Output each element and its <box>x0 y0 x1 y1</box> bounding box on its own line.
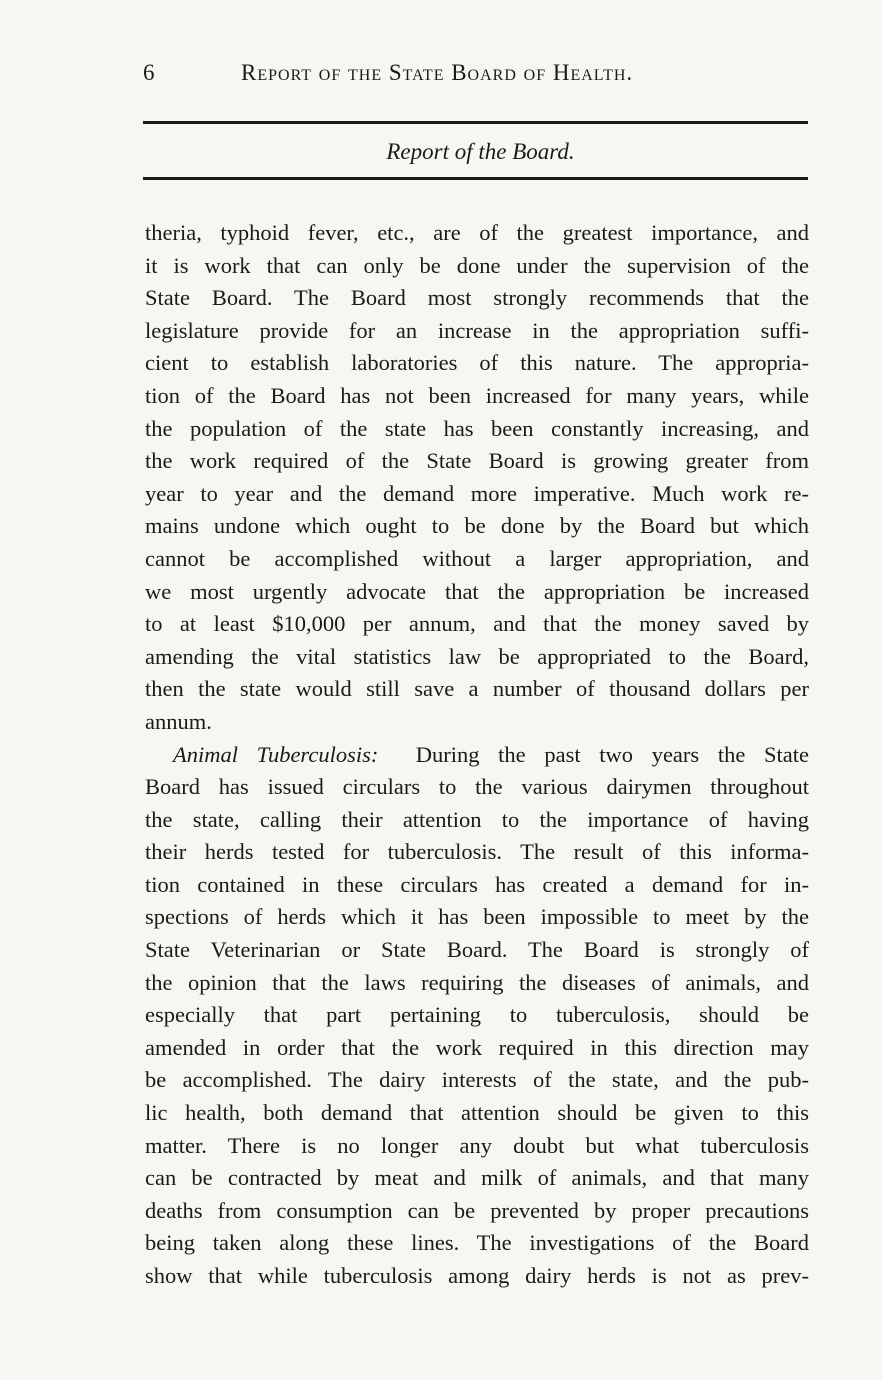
text-line: tion of the Board has not been increased for many years, while <box>145 382 809 408</box>
text-line-first <box>145 739 809 772</box>
text-line: especially that part pertaining to tuberculosis, should be <box>145 1002 809 1028</box>
paragraph-1 <box>145 217 809 739</box>
text-line: amending the vital statistics law be appropriated to the Board, <box>145 643 809 669</box>
text-line: being taken along these lines. The investigations of the Board <box>145 1230 809 1256</box>
text-line: annum. <box>145 708 212 734</box>
text-line: the population of the state has been constantly increasing, and <box>145 415 809 441</box>
text-line: we most urgently advocate that the appropriation be increased <box>145 578 809 604</box>
text-line: mains undone which ought to be done by the Board but which <box>145 513 809 539</box>
text-line: year to year and the demand more imperative. Much work re- <box>145 480 809 506</box>
text-line: lic health, both demand that attention should be given to this <box>145 1100 809 1126</box>
text-line: State Board. The Board most strongly recommends that the <box>145 285 809 311</box>
text-line: legislature provide for an increase in the appropriation suffi- <box>145 317 809 343</box>
text-line: cient to establish laboratories of this nature. The appropria- <box>145 350 809 376</box>
text-line: matter. There is no longer any doubt but what tuberculosis <box>145 1132 809 1158</box>
paragraph-2 <box>145 739 809 1293</box>
page-number: 6 <box>143 60 155 85</box>
text-line: amended in order that the work required in this direction may <box>145 1034 809 1060</box>
text-line: State Veterinarian or State Board. The Board is strongly of <box>145 937 809 963</box>
header-rule-bottom <box>143 177 808 180</box>
body-text <box>145 217 809 1293</box>
text-line: to at least $10,000 per annum, and that the money saved by <box>145 611 809 637</box>
first-line-text: During the past two years the State <box>415 741 810 767</box>
text-line: theria, typhoid fever, etc., are of the greatest importance, and <box>145 220 809 245</box>
text-line: spections of herds which it has been impossible to meet by the <box>145 904 809 930</box>
header-rule-top <box>143 121 808 124</box>
text-line: their herds tested for tuberculosis. The result of this informa- <box>145 839 809 865</box>
text-line: tion contained in these circulars has created a demand for in- <box>145 871 809 897</box>
running-head: Report of the State Board of Health. <box>241 60 634 85</box>
text-line: the state, calling their attention to the importance of having <box>145 806 809 832</box>
text-line: show that while tuberculosis among dairy herds is not as prev- <box>145 1263 809 1288</box>
paragraph-lead: Animal Tuberculosis: <box>173 741 379 767</box>
text-line: can be contracted by meat and milk of animals, and that many <box>145 1165 809 1191</box>
text-line: the work required of the State Board is growing greater from <box>145 448 809 474</box>
text-line: then the state would still save a number of thousand dollars per <box>145 676 809 702</box>
page-header <box>143 56 808 96</box>
text-line: Board has issued circulars to the various dairymen throughout <box>145 774 809 800</box>
text-line: it is work that can only be done under the supervision of the <box>145 252 809 278</box>
text-line: cannot be accomplished without a larger appropriation, and <box>145 545 809 571</box>
text-line: the opinion that the laws requiring the diseases of animals, and <box>145 969 809 995</box>
text-line: be accomplished. The dairy interests of the state, and the pub- <box>145 1067 809 1093</box>
text-line: deaths from consumption can be prevented by proper precautions <box>145 1197 809 1223</box>
section-title: Report of the Board. <box>386 139 575 164</box>
